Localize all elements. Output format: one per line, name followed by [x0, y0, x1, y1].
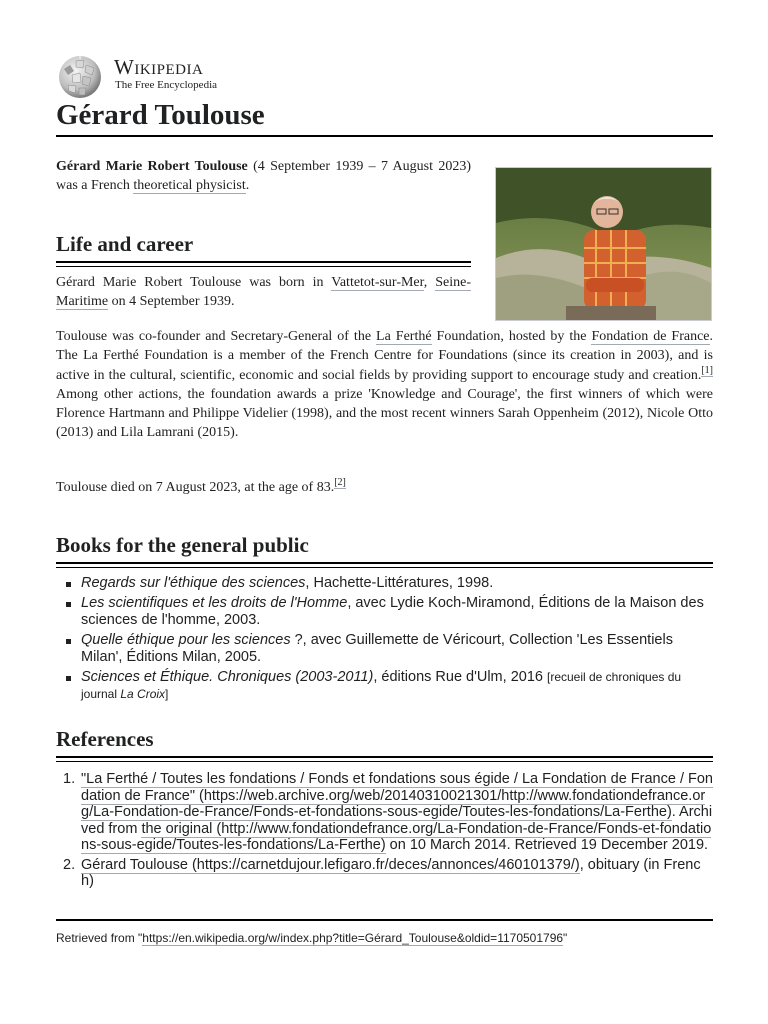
life-paragraph-3: Toulouse died on 7 August 2023, at the age of 83.[2] [56, 477, 346, 495]
reference-2-link[interactable]: Gérard Toulouse (https://carnetdujour.lefigaro.fr/deces/annonces/460101379/) [81, 856, 580, 873]
life-paragraph-2: Toulouse was co-founder and Secretary-General of the La Ferthé Foundation, hosted by the Fondation de France. The La Ferthé Foundation is a member of the French Centre for Foundations (since its creation in 2003), and is active in the cultural, scientific, economic and social fields by providing support to encourage study and creation.[1] Among other actions, the foundation awards a prize 'Knowledge and Courage', the first winners of which were Florence Hartmann and Philippe Videlier (1998), and the most recent winners Sarah Oppenheim (2012), Nicole Otto (2013) and Lila Lamrani (2015). [56, 329, 713, 441]
books-list [56, 575, 713, 706]
list-item: Quelle éthique pour les sciences ?, avec Guillemette de Véricourt, Collection 'Les Essentiels Milan', Éditions Milan, 2005. [56, 632, 713, 666]
section-heading-references: References [56, 725, 713, 758]
section-heading-books: Books for the general public [56, 531, 713, 564]
wikipedia-tagline: The Free Encyclopedia [115, 79, 218, 91]
retrieved-from-footer: Retrieved from "https://en.wikipedia.org/w/index.php?title=Gérard_Toulouse&oldid=1170501796" [56, 931, 568, 945]
citation-2[interactable]: [2] [334, 477, 346, 489]
portrait-image [496, 168, 711, 320]
life-paragraph-1: Gérard Marie Robert Toulouse was born in Vattetot-sur-Mer, Seine-Maritime on 4 September 1939. [56, 275, 472, 310]
list-item: Les scientifiques et les droits de l'Homme, avec Lydie Koch-Miramond, Éditions de la Maison des sciences de l'homme, 2003. [56, 595, 713, 629]
footer-divider [56, 919, 713, 921]
portrait-photo[interactable] [495, 167, 712, 321]
references-list [56, 771, 713, 893]
wikipedia-globe-icon [56, 53, 104, 99]
link-fondation-de-france[interactable]: Fondation de France [591, 329, 710, 344]
reference-1-link[interactable]: "La Ferthé / Toutes les fondations / Fonds et fondations sous égide / La Fondation de France / Fondation de France" (https://web.archive.org/web/20140310021301/http://www.fondationdefrance.org/La-Fondation-de-France/Fonds-et-fondations-sous-egide/Toutes-les-fondations/La-Ferthe) [81, 771, 713, 820]
book-note: [recueil de chroniques du journal La Croix] [81, 670, 682, 701]
section-heading-life: Life and career [56, 230, 471, 263]
link-la-ferthe[interactable]: La Ferthé [376, 329, 432, 344]
citation-1[interactable]: [1] [701, 364, 713, 376]
page-title: Gérard Toulouse [56, 97, 713, 137]
permanent-link[interactable]: https://en.wikipedia.org/w/index.php?title=Gérard_Toulouse&oldid=1170501796 [142, 931, 564, 945]
list-item: Regards sur l'éthique des sciences, Hachette-Littératures, 1998. [56, 575, 713, 592]
wikipedia-logo[interactable] [56, 53, 256, 99]
subject-name: Gérard Marie Robert Toulouse [56, 159, 248, 174]
link-theoretical-physicist[interactable]: theoretical physicist [133, 178, 246, 194]
wikipedia-wordmark: Wikipedia [114, 55, 204, 79]
link-seine-maritime[interactable]: Seine-Maritime [56, 275, 472, 310]
lead-paragraph: Gérard Marie Robert Toulouse (4 September 1939 – 7 August 2023) was a French theoretical physicist. [56, 159, 472, 194]
reference-item: 1. "La Ferthé / Toutes les fondations / Fonds et fondations sous égide / La Fondation de France / Fondation de France" (https://web.archive.org/web/20140310021301/http://www.fondationdefrance.org/La-Fondation-de-France/Fonds-et-fondations-sous-egide/Toutes-les-fondations/La-Ferthe). Archived from the original (http://www.fondationdefrance.org/La-Fondation-de-France/Fonds-et-fondations-sous-egide/Toutes-les-fondations/La-Ferthe) on 10 March 2014. Retrieved 19 December 2019. [63, 771, 713, 853]
reference-item: 2. Gérard Toulouse (https://carnetdujour.lefigaro.fr/deces/annonces/460101379/), obituary (in French) [63, 856, 701, 889]
list-item: Sciences et Éthique. Chroniques (2003-2011), éditions Rue d'Ulm, 2016 [recueil de chroniques du journal La Croix] [56, 669, 713, 703]
reference-1-original-link[interactable]: the original (http://www.fondationdefrance.org/La-Fondation-de-France/Fonds-et-fondations-sous-egide/Toutes-les-fondations/La-Ferthe) [81, 820, 712, 853]
link-vattetot-sur-mer[interactable]: Vattetot-sur-Mer [331, 275, 424, 290]
